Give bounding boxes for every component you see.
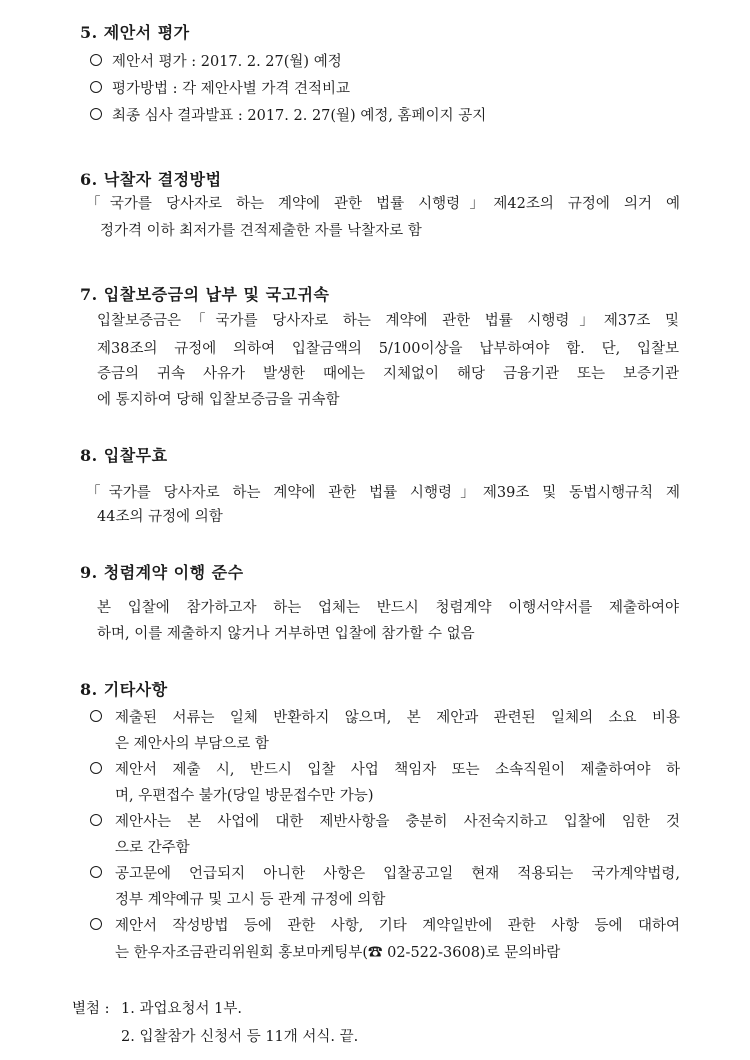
bullet-circle-icon [90, 866, 102, 878]
misc-item-4-line-1: 공고문에 언급되지 아니한 사항은 입찰공고일 현재 적용되는 국가계약법령, [115, 866, 680, 882]
attachments-label: 별첨 : [72, 1001, 110, 1017]
misc-item-2-line-2: 며, 우편접수 불가(당일 방문접수만 가능) [115, 788, 374, 804]
section-6-heading: 6. 낙찰자 결정방법 [80, 170, 222, 189]
misc-item-1-line-1: 제출된 서류는 일체 반환하지 않으며, 본 제안과 관련된 일체의 소요 비용 [115, 710, 680, 726]
section-5-heading: 5. 제안서 평가 [80, 23, 190, 42]
section-6-line-1: 「국가를 당사자로 하는 계약에 관한 법률 시행령」제42조의 규정에 의거 예 [86, 196, 680, 212]
section-9-line-1: 본 입찰에 참가하고자 하는 업체는 반드시 청렴계약 이행서약서를 제출하여야 [97, 600, 679, 616]
section-7-line-1: 입찰보증금은「국가를 당사자로 하는 계약에 관한 법률 시행령」제37조 및 [97, 313, 679, 329]
section-8-invalid-line-1: 「국가를 당사자로 하는 계약에 관한 법률 시행령」제39조 및 동법시행규칙 제 [86, 485, 680, 501]
attachment-item-2: 2. 입찰참가 신청서 등 11개 서식. 끝. [121, 1029, 359, 1045]
section-8-misc-heading: 8. 기타사항 [80, 680, 168, 699]
section-7-line-4: 에 통지하여 당해 입찰보증금을 귀속함 [97, 392, 340, 408]
misc-item-3-line-2: 으로 간주함 [115, 840, 190, 856]
misc-item-5-line-2: 는 한우자조금관리위원회 홍보마케팅부(☎ 02-522-3608)로 문의바람 [115, 945, 561, 961]
misc-item-4-line-2: 정부 계약예규 및 고시 등 관계 규정에 의함 [115, 892, 386, 908]
bullet-circle-icon [90, 762, 102, 774]
bullet-circle-icon [90, 81, 102, 93]
section-5-item-2: 평가방법 : 각 제안사별 가격 견적비교 [112, 81, 351, 97]
section-7-line-3: 증금의 귀속 사유가 발생한 때에는 지체없이 해당 금융기관 또는 보증기관 [97, 366, 679, 382]
attachment-item-1: 1. 과업요청서 1부. [121, 1001, 242, 1017]
misc-item-1-line-2: 은 제안사의 부담으로 함 [115, 736, 269, 752]
section-6-line-2: 정가격 이하 최저가를 견적제출한 자를 낙찰자로 함 [100, 223, 422, 239]
misc-item-2-line-1: 제안서 제출 시, 반드시 입찰 사업 책임자 또는 소속직원이 제출하여야 하 [115, 762, 680, 778]
bullet-circle-icon [90, 710, 102, 722]
section-7-heading: 7. 입찰보증금의 납부 및 국고귀속 [80, 285, 330, 304]
misc-item-5-line-1: 제안서 작성방법 등에 관한 사항, 기타 계약일반에 관한 사항 등에 대하여 [115, 918, 680, 934]
bullet-circle-icon [90, 54, 102, 66]
bullet-circle-icon [90, 918, 102, 930]
section-5-item-3: 최종 심사 결과발표 : 2017. 2. 27(월) 예정, 홈페이지 공지 [112, 108, 487, 124]
bullet-circle-icon [90, 108, 102, 120]
section-9-line-2: 하며, 이를 제출하지 않거나 거부하면 입찰에 참가할 수 없음 [97, 626, 475, 642]
bullet-circle-icon [90, 814, 102, 826]
section-8-invalid-line-2: 44조의 규정에 의함 [97, 509, 223, 525]
section-7-line-2: 제38조의 규정에 의하여 입찰금액의 5/100이상을 납부하여야 함. 단, 입찰보 [97, 341, 679, 357]
section-8-invalid-heading: 8. 입찰무효 [80, 446, 168, 465]
section-5-item-1: 제안서 평가 : 2017. 2. 27(월) 예정 [112, 54, 342, 70]
section-9-heading: 9. 청렴계약 이행 준수 [80, 563, 244, 582]
misc-item-3-line-1: 제안사는 본 사업에 대한 제반사항을 충분히 사전숙지하고 입찰에 임한 것 [115, 814, 680, 830]
